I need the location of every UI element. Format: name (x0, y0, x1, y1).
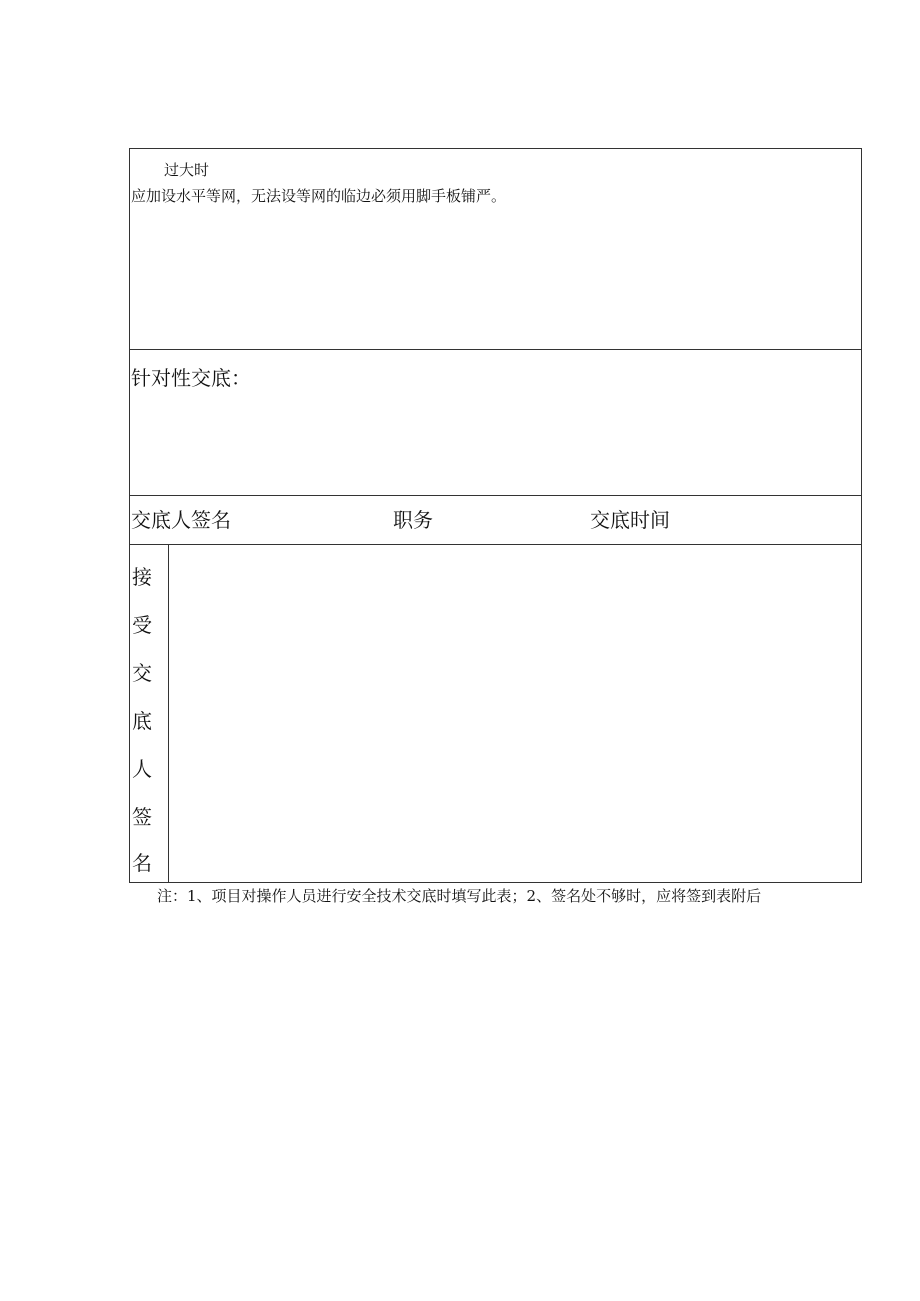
receivers-row (130, 545, 861, 882)
receiver-label-char: 受 (132, 613, 152, 637)
disclosure-time-label: 交底时间 (590, 508, 670, 532)
disclosure-form-table (129, 148, 862, 883)
signer-row (130, 496, 861, 545)
receiver-label-char: 底 (132, 709, 152, 733)
receiver-label-char: 接 (132, 565, 152, 589)
receiver-label-cell (130, 545, 169, 882)
receiver-signature-area[interactable] (169, 545, 861, 882)
receiver-label-char: 名 (132, 851, 152, 875)
content-line-1: 过大时 (164, 161, 210, 179)
duty-label: 职务 (393, 508, 433, 532)
content-line-2: 应加设水平等网，无法设等网的临边必须用脚手板铺严。 (131, 187, 507, 205)
targeted-disclosure-cell[interactable] (130, 350, 861, 496)
receiver-label-char: 交 (132, 661, 152, 685)
receiver-label-char: 签 (132, 805, 152, 829)
targeted-disclosure-label: 针对性交底： (131, 366, 251, 390)
signer-label: 交底人签名 (131, 508, 231, 532)
content-cell[interactable] (130, 149, 861, 350)
footnote: 注：1、项目对操作人员进行安全技术交底时填写此表；2、签名处不够时，应将签到表附后 (157, 887, 762, 905)
receiver-label-char: 人 (132, 757, 152, 781)
